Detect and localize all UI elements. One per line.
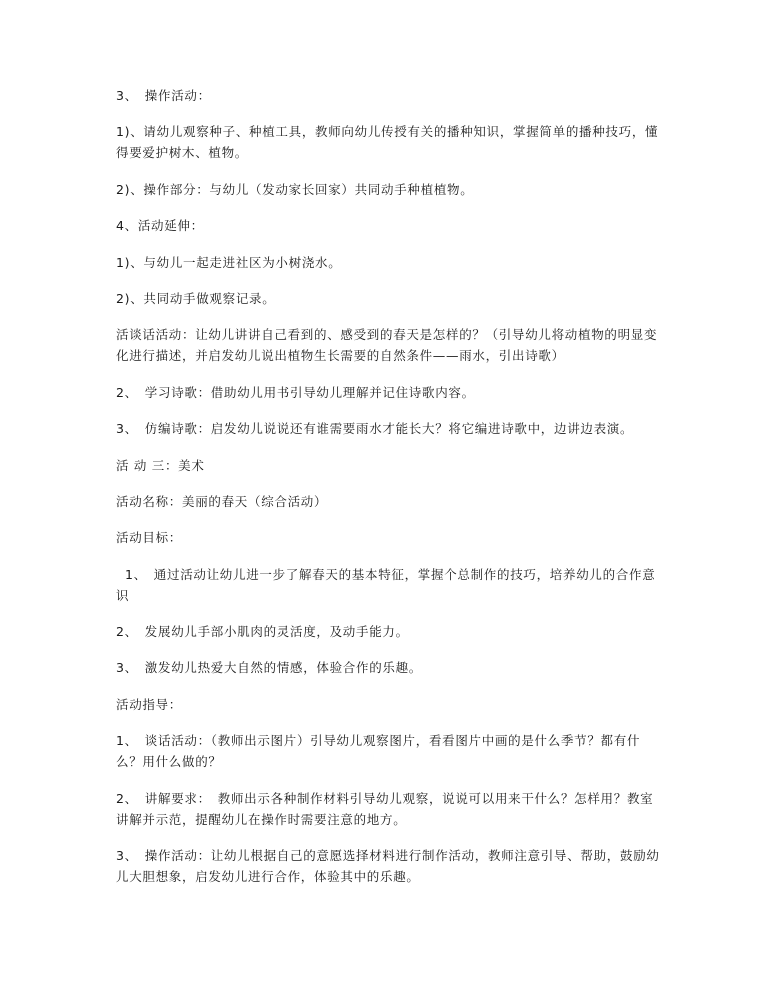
paragraph [116, 179, 676, 200]
text-line: 3、 激发幼儿热爱大自然的情感，体验合作的乐趣。 [116, 660, 423, 676]
paragraph [116, 121, 676, 163]
text-line: 儿大胆想象，启发幼儿进行合作，体验其中的乐趣。 [116, 869, 420, 885]
text-line: 得要爱护树木、植物。 [116, 145, 249, 161]
paragraph [116, 845, 676, 887]
text-line: 4、活动延伸： [116, 218, 204, 234]
paragraph [116, 788, 676, 830]
text-line: 化进行描述，并启发幼儿说出植物生长需要的自然条件——雨水，引出诗歌） [116, 348, 565, 364]
heading-operation-activity [116, 85, 676, 106]
paragraph [116, 252, 676, 273]
text-line: 识 [116, 587, 130, 603]
paragraph [116, 730, 676, 772]
heading-activity-three [116, 455, 676, 476]
text-line: 活动名称：美丽的春天（综合活动） [116, 493, 328, 509]
heading-activity-guidance [116, 694, 676, 715]
text-line: 活谈话活动：让幼儿讲讲自己看到的、感受到的春天是怎样的？（引导幼儿将动植物的明显变 [116, 327, 658, 343]
text-line: 活动目标： [116, 530, 183, 546]
text-line: 1、 通过活动让幼儿进一步了解春天的基本特征，掌握个总制作的技巧，培养幼儿的合作意 [125, 566, 656, 582]
text-line: 活 动 三：美术 [116, 457, 205, 473]
document-body [116, 85, 676, 887]
paragraph [116, 288, 676, 309]
activity-name [116, 491, 676, 512]
text-line: 2、 讲解要求： 教师出示各种制作材料引导幼儿观察，说说可以用来干什么？怎样用？教室 [116, 790, 654, 806]
text-line: 1)、与幼儿一起走进社区为小树浇水。 [116, 254, 342, 270]
text-line: 2)、共同动手做观察记录。 [116, 290, 276, 306]
text-line: 3、 仿编诗歌：启发幼儿说说还有谁需要雨水才能长大？将它编进诗歌中，边讲边表演。 [116, 421, 634, 437]
text-line: 3、 操作活动：让幼儿根据自己的意愿选择材料进行制作活动，教师注意引导、帮助，鼓励幼 [116, 848, 660, 864]
text-line: 3、 操作活动： [116, 88, 211, 103]
text-line: 1)、请幼儿观察种子、种植工具，教师向幼儿传授有关的播种知识，掌握简单的播种技巧，懂 [116, 124, 659, 140]
text-line: 2)、操作部分：与幼儿（发动家长回家）共同动手种植植物。 [116, 181, 474, 197]
paragraph [116, 564, 676, 606]
heading-activity-extension [116, 215, 676, 236]
paragraph [116, 621, 676, 642]
text-line: 2、 发展幼儿手部小肌肉的灵活度，及动手能力。 [116, 624, 409, 640]
text-line: 2、 学习诗歌：借助幼儿用书引导幼儿理解并记住诗歌内容。 [116, 384, 475, 400]
heading-activity-goals [116, 527, 676, 548]
text-line: 1、 谈话活动：（教师出示图片）引导幼儿观察图片，看看图片中画的是什么季节？都有什 [116, 733, 641, 749]
paragraph [116, 657, 676, 678]
text-line: 讲解并示范，提醒幼儿在操作时需要注意的地方。 [116, 811, 407, 827]
text-line: 么？用什么做的？ [116, 754, 222, 770]
text-line: 活动指导： [116, 696, 183, 712]
paragraph [116, 324, 676, 366]
paragraph [116, 382, 676, 403]
paragraph [116, 418, 676, 439]
